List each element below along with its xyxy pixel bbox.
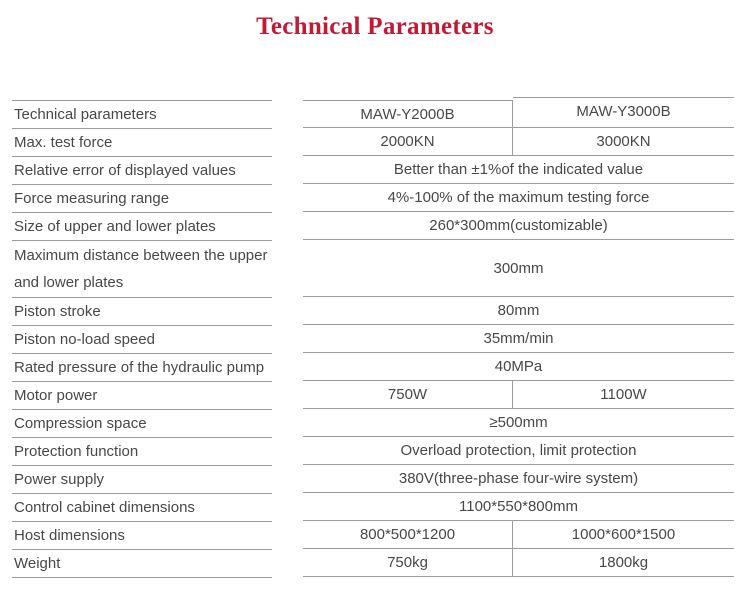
page-title: Technical Parameters (256, 13, 494, 40)
param-label: Host dimensions (14, 527, 125, 544)
param-value-row (303, 297, 734, 325)
param-label: Weight (14, 555, 61, 572)
param-value: Overload protection, limit protection (400, 442, 637, 459)
param-value-row (303, 128, 734, 156)
param-label-row (12, 494, 272, 522)
param-value: 1000*600*1500 (571, 526, 676, 543)
param-value: 380V(three-phase four-wire system) (398, 470, 639, 487)
param-label: Maximum distance between the upper and lower plates (14, 247, 268, 291)
param-value: 80mm (497, 302, 540, 319)
parameter-values-table (303, 100, 734, 577)
param-label-row (12, 354, 272, 382)
param-value-row (303, 353, 734, 381)
param-label: Max. test force (14, 134, 113, 151)
param-label-row (12, 185, 272, 213)
model-name: MAW-Y2000B (303, 100, 513, 127)
param-label: Force measuring range (14, 190, 170, 207)
param-value: 800*500*1200 (303, 521, 513, 548)
param-value: 2000KN (303, 128, 513, 155)
parameter-labels-column (12, 100, 272, 578)
param-label-row (12, 382, 272, 410)
param-value: 1100*550*800mm (459, 498, 578, 515)
param-value: 4%-100% of the maximum testing force (387, 189, 650, 206)
param-label-row (12, 522, 272, 550)
param-value-row (303, 381, 734, 409)
param-label: Motor power (14, 387, 98, 404)
param-label: Protection function (14, 443, 139, 460)
param-label-row (12, 298, 272, 326)
param-value-row (303, 493, 734, 521)
param-label-row (12, 157, 272, 185)
model-header-row (303, 100, 734, 128)
param-label: Power supply (14, 471, 105, 488)
param-value-row (303, 409, 734, 437)
param-label-row (12, 438, 272, 466)
param-value: ≥500mm (489, 414, 548, 431)
param-value-row (303, 212, 734, 240)
param-label-row (12, 466, 272, 494)
param-label-row (12, 410, 272, 438)
param-label: Relative error of displayed values (14, 162, 236, 179)
param-value-row (303, 184, 734, 212)
param-value: 750W (303, 381, 513, 408)
param-value: 35mm/min (483, 330, 554, 347)
param-value-row (303, 521, 734, 549)
param-value: 40MPa (494, 358, 543, 375)
param-value: 260*300mm(customizable) (429, 217, 608, 234)
param-label: Technical parameters (14, 106, 157, 123)
param-value: Better than ±1%of the indicated value (393, 161, 644, 178)
param-label-row (12, 213, 272, 241)
param-value-row (303, 325, 734, 353)
param-label-row (12, 129, 272, 157)
param-value-row (303, 549, 734, 577)
param-value-row (303, 465, 734, 493)
param-label: Rated pressure of the hydraulic pump (14, 359, 265, 376)
param-value-row (303, 437, 734, 465)
param-value: 750kg (303, 549, 513, 576)
param-label: Control cabinet dimensions (14, 499, 195, 516)
param-label-row (12, 326, 272, 354)
param-value: 3000KN (596, 133, 651, 150)
param-value: 300mm (493, 259, 544, 277)
param-value: 1800kg (598, 554, 649, 571)
param-label-row (12, 550, 272, 578)
param-value: 1100W (600, 386, 647, 403)
param-label-row (12, 101, 272, 129)
param-label-row (12, 241, 272, 298)
param-value-row (303, 240, 734, 297)
model-name: MAW-Y3000B (513, 97, 734, 124)
param-value-row (303, 156, 734, 184)
param-label: Compression space (14, 415, 147, 432)
param-label: Piston stroke (14, 303, 101, 320)
param-label: Piston no-load speed (14, 331, 155, 348)
param-label: Size of upper and lower plates (14, 218, 216, 235)
